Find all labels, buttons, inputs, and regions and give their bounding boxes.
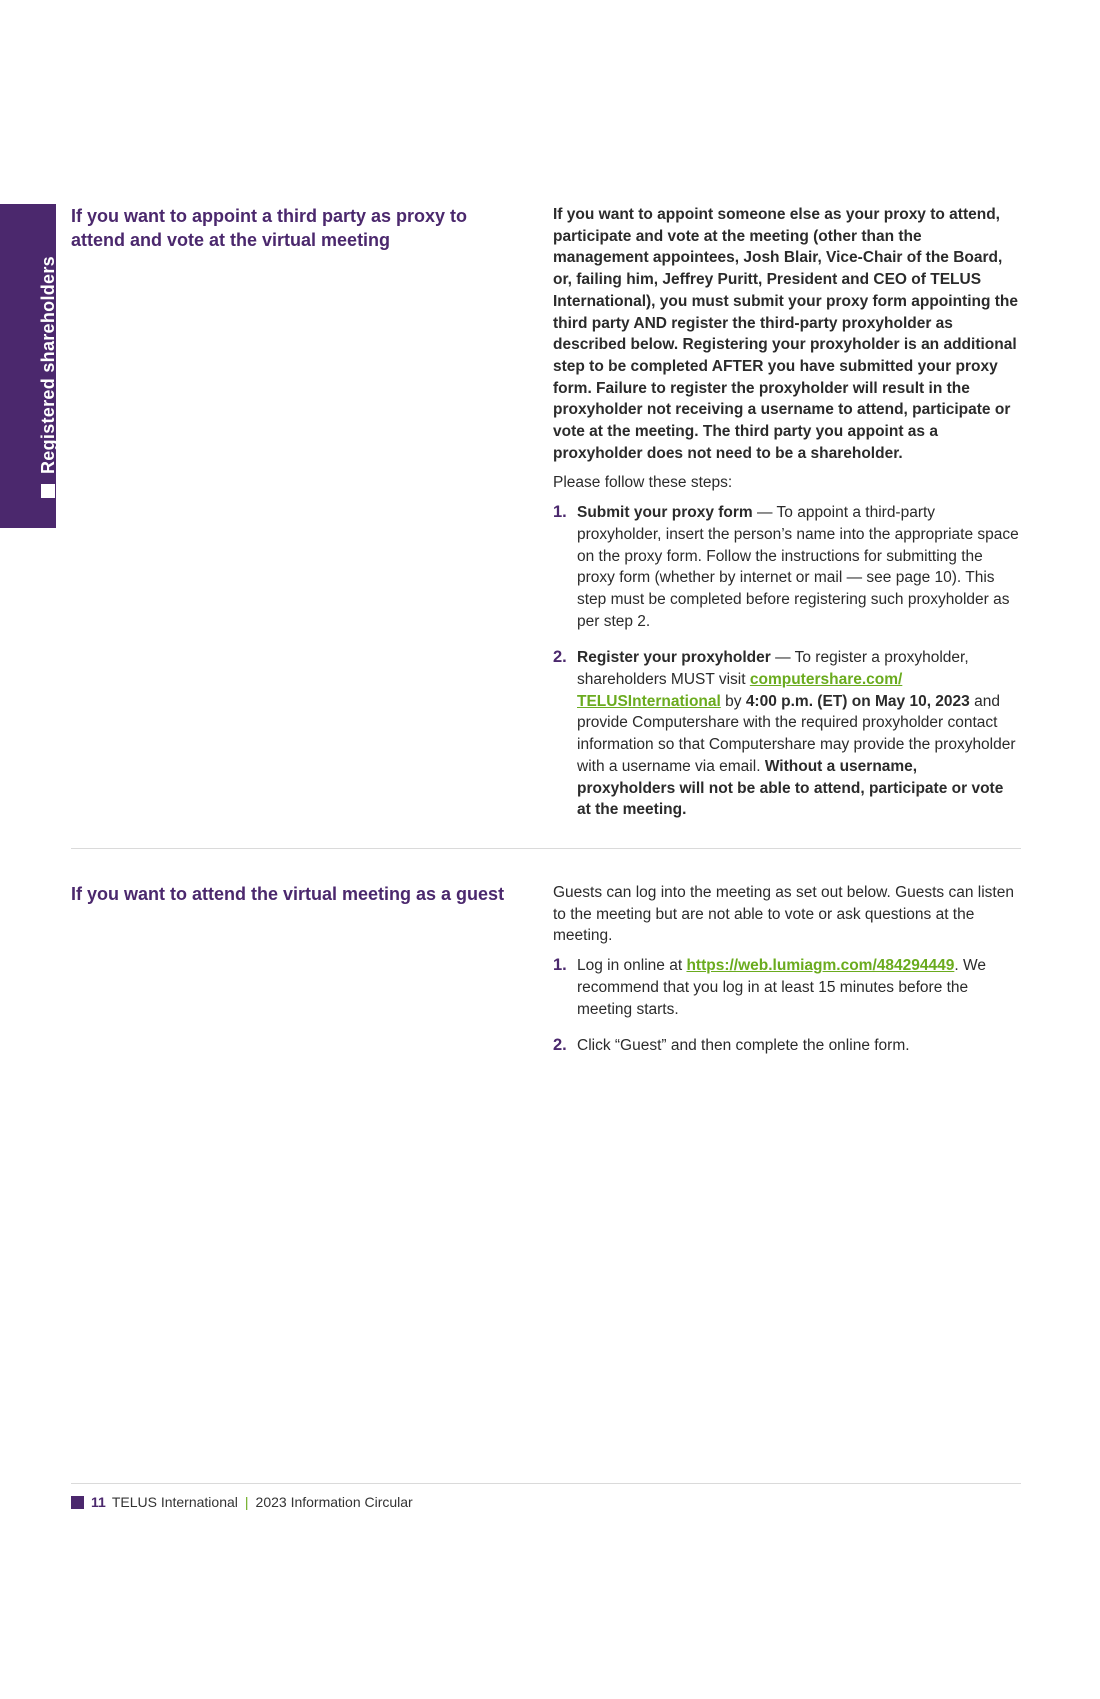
step-body — [577, 955, 1019, 1020]
section-heading: If you want to attend the virtual meeting as a guest — [71, 884, 505, 904]
step-text: Click “Guest” and then complete the online form. — [577, 1037, 910, 1055]
list-item — [553, 647, 1019, 821]
lumiagm-link[interactable]: https://web.lumiagm.com/484294449 — [686, 957, 955, 975]
step-body — [577, 502, 1019, 632]
step-text: and provide Computershare with the required proxyholder contact information so that Computershare may provide the proxyholder with a username via email. — [577, 692, 1016, 775]
step-title: Register your proxyholder — [577, 649, 771, 667]
intro-paragraph: Guests can log into the meeting as set out below. Guests can listen to the meeting but are not able to vote or ask questions at the meeting. — [553, 884, 1014, 945]
list-item — [553, 1035, 1019, 1057]
steps-lead: Please follow these steps: — [553, 474, 733, 492]
step-text: — To appoint a third-party proxyholder, insert the person’s name into the appropriate space on the proxy form. Follow the instructions for submitting the proxy form (whether by internet or mail — see page 10). This step must be completed before registering such proxyholder as per step 2. — [577, 504, 1019, 630]
footer-divider — [71, 1483, 1021, 1484]
step-text: by — [720, 692, 746, 710]
section-heading: If you want to appoint a third party as proxy to attend and vote at the virtual meeting — [71, 206, 468, 250]
section-heading-col — [71, 882, 511, 906]
square-icon — [41, 484, 55, 498]
step-number: 1. — [553, 503, 567, 522]
steps-list — [553, 502, 1019, 821]
step-number: 2. — [553, 1036, 567, 1055]
list-item — [553, 502, 1019, 632]
square-icon — [71, 1496, 84, 1509]
footer-separator: | — [244, 1494, 249, 1510]
side-tab-label: Registered shareholders — [37, 256, 58, 474]
step-body — [577, 647, 1019, 821]
side-tab-content — [28, 184, 68, 508]
section-heading-col — [71, 204, 511, 252]
footer-company: TELUS International — [111, 1494, 238, 1510]
step-number: 1. — [553, 956, 567, 975]
page-footer — [71, 1494, 413, 1510]
list-item — [553, 955, 1019, 1020]
steps-list — [553, 955, 1019, 1057]
section-divider — [71, 848, 1021, 849]
footer-document: 2023 Information Circular — [255, 1494, 413, 1510]
step-text: Log in online at — [577, 957, 687, 975]
step-text: . We recommend that you log in at least 15 minutes before the meeting starts. — [577, 957, 986, 1018]
step-number: 2. — [553, 648, 567, 667]
section-body — [553, 204, 1019, 836]
intro-paragraph: If you want to appoint someone else as your proxy to attend, participate and vote at the meeting (other than the management appointees, Josh Blair, Vice-Chair of the Board, or, failing him, Jeffrey Puritt, President and CEO of TELUS International), you must submit your proxy form appointing the third party AND register the third-party proxyholder as described below. Registering your proxyholder is an additional step to be completed AFTER you have submitted your proxy form. Failure to register the proxyholder will result in the proxyholder not receiving a username to attend, participate or vote at the meeting. The third party you appoint as a proxyholder does not need to be a shareholder. — [553, 206, 1019, 462]
side-tab — [0, 204, 56, 528]
computershare-link[interactable]: computershare.com/ TELUSInternational — [577, 671, 903, 710]
deadline-text: 4:00 p.m. (ET) on May 10, 2023 — [745, 692, 970, 710]
step-text: — To register a proxyholder, shareholders MUST visit — [577, 649, 969, 689]
warning-text: Without a username, proxyholders will not be able to attend, participate or vote at the meeting. — [577, 757, 1004, 819]
section-body — [553, 882, 1019, 1072]
page-number: 11 — [91, 1494, 106, 1510]
step-title: Submit your proxy form — [577, 504, 753, 522]
